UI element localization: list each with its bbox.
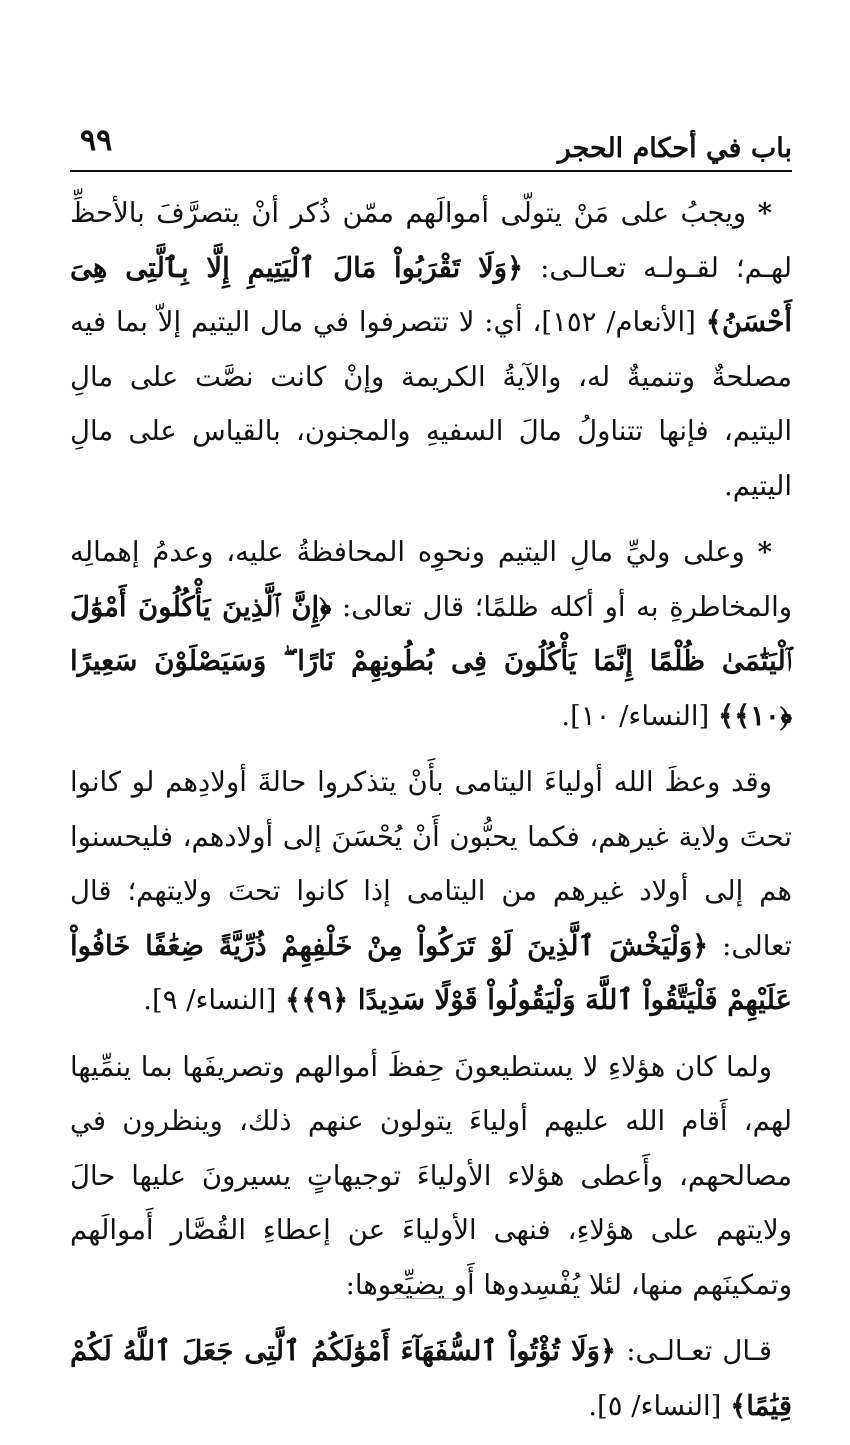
page-number: ٩٩	[80, 123, 113, 158]
paragraph-text: قـال تعـالـى:	[616, 1335, 772, 1367]
quran-verse: ﴿وَلَا تَقْرَبُواْ مَالَ ٱلْيَتِيمِ إِلَّا بِٱلَّتِى هِىَ أَحْسَنُ﴾	[70, 251, 792, 338]
document-page	[70, 118, 792, 1445]
paragraph-text: [النساء/ ٥].	[588, 1389, 722, 1422]
paragraph-text: ويجبُ على مَنْ يتولّى أموالَهم ممّن ذُكر أنْ يتصرَّفَ بالأحظِّ لهـم؛ لقـولـه تعـالـى:	[70, 197, 792, 284]
star-bullet: *	[757, 197, 773, 229]
quran-verse: ﴿إِنَّ ٱلَّذِينَ يَأْكُلُونَ أَمْوَٰلَ ٱلْيَتَٰمَىٰ ظُلْمًا إِنَّمَا يَأْكُلُونَ فِى بُطُونِهِمْ نَارًا ۖ وَسَيَصْلَوْنَ سَعِيرًا ﴿١٠﴾﴾	[70, 590, 792, 732]
paragraph-text: [الأنعام/ ١٥٢]، أي: لا تتصرفوا في مال اليتيم إلاّ بما فيه مصلحةٌ وتنميةٌ له، والآيةُ الكريمة وإنْ كانت نصَّت على مالِ اليتيم، فإنها تتناولُ مالَ السفيهِ والمجنون، بالقياس على مالِ اليتيم.	[70, 306, 792, 502]
star-bullet: *	[757, 536, 772, 568]
paragraph-text: [النساء/ ١٠].	[561, 699, 710, 732]
paragraph-text: [النساء/ ٩].	[143, 984, 277, 1016]
quran-verse: ﴿وَلْيَخْشَ ٱلَّذِينَ لَوْ تَرَكُواْ مِنْ خَلْفِهِمْ ذُرِّيَّةً ضِعَٰفًا خَافُواْ عَلَيْهِمْ فَلْيَتَّقُواْ ٱللَّهَ وَلْيَقُولُواْ قَوْلًا سَدِيدًا ﴿٩﴾﴾	[70, 929, 792, 1016]
page-body	[70, 186, 792, 1433]
paragraph-text: وقد وعظَ الله أولياءَ اليتامى بأَنْ يتذكروا حالةَ أولادِهم لو كانوا تحتَ ولاية غيرهم، فكما يحبُّون أَنْ يُحْسَنَ إلى أولادهم، فليحسنوا هم إلى أولاد غيرهم من اليتامى إذا كانوا تحتَ ولايتهم؛ قال تعالى:	[70, 766, 793, 962]
running-title: باب في أحكام الحجر	[557, 133, 792, 164]
paragraph-guardian-duty	[70, 186, 792, 513]
paragraph-admonition	[70, 755, 792, 1028]
paragraph-final-verse	[70, 1324, 792, 1433]
page-header	[70, 118, 792, 172]
bottom-divider	[395, 1298, 455, 1299]
paragraph-text: وعلى وليِّ مالِ اليتيم ونحوِه المحافظةُ عليه، وعدمُ إهمالِه والمخاطرةِ به أو أكله ظلمًا؛ قال تعالى:	[70, 536, 792, 623]
paragraph-text: ولما كان هؤلاءِ لا يستطيعونَ حِفظَ أموالهم وتصريفَها بما ينمِّيها لهم، أَقام الله عليهم أولياءَ يتولون عنهم ذلك، وينظرون في مصالحهم، وأَعطى هؤلاء الأولياءَ توجيهاتٍ يسيرونَ عليها حالَ ولايتهم على هؤلاءِ، فنهى الأولياءَ عن إعطاءِ القُصَّار أَموالَهم وتمكينَهم منها، لئلا يُفْسِدوها أَو يضيِّعوها:	[70, 1050, 792, 1301]
paragraph-incapable	[70, 1040, 792, 1313]
paragraph-preservation	[70, 525, 792, 743]
quran-verse: ﴿وَلَا تُؤْتُواْ ٱلسُّفَهَآءَ أَمْوَٰلَكُمُ ٱلَّتِى جَعَلَ ٱللَّهُ لَكُمْ قِيَٰمًا﴾	[70, 1335, 792, 1422]
